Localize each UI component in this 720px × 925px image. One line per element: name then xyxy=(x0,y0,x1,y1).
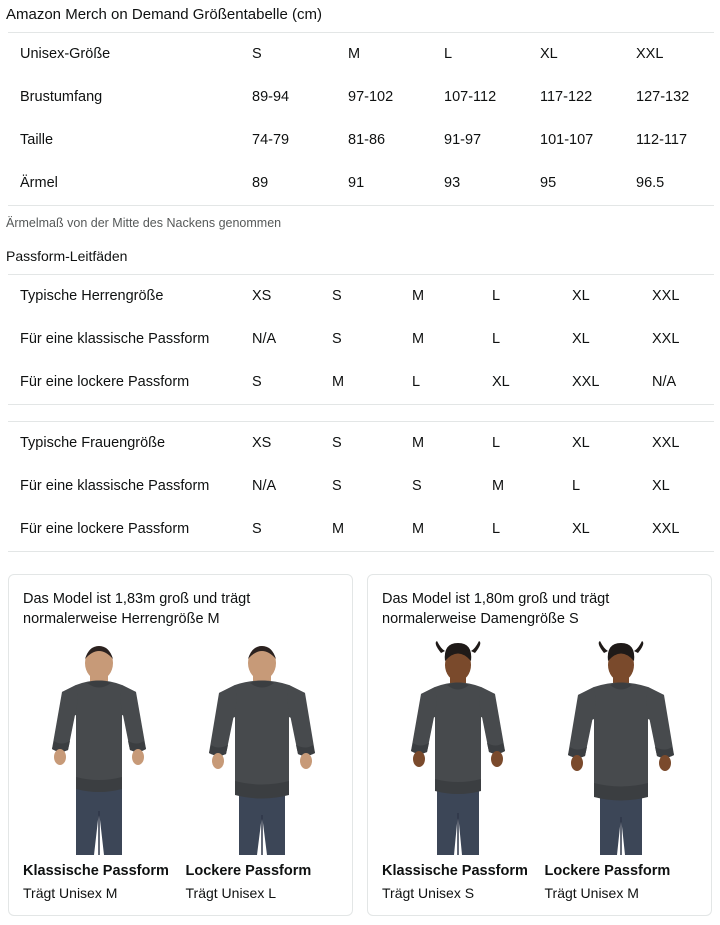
table-gap xyxy=(0,405,720,419)
cell: L xyxy=(480,422,560,466)
female-model-relaxed-icon xyxy=(546,639,696,855)
cell: 89 xyxy=(240,162,336,206)
cell: S xyxy=(240,508,320,552)
cell: N/A xyxy=(252,331,277,347)
male-model-classic-icon xyxy=(24,639,174,855)
cell: XS xyxy=(240,422,320,466)
cell: 91 xyxy=(336,162,432,206)
cell: 81-86 xyxy=(348,132,386,148)
card-title: Das Model ist 1,80m groß und trägt normalerweise Damengröße S xyxy=(382,591,610,627)
cell: 93 xyxy=(432,162,528,206)
cell: XL xyxy=(572,331,590,347)
table-row xyxy=(8,465,714,508)
cell: M xyxy=(336,33,432,77)
cell: 95 xyxy=(528,162,624,206)
cell: 112-117 xyxy=(636,132,688,148)
cell: S xyxy=(320,422,400,466)
cell: 89-94 xyxy=(252,89,290,105)
cell: XL xyxy=(560,508,640,552)
row-label: Für eine lockere Passform xyxy=(8,361,240,405)
measurement-table xyxy=(8,32,714,206)
table-row xyxy=(8,275,714,319)
model-texts xyxy=(382,863,535,901)
row-label: Für eine klassische Passform xyxy=(20,331,210,347)
cell: XS xyxy=(240,275,320,319)
table-row xyxy=(8,318,714,361)
cell: XL xyxy=(652,478,670,494)
cell: S xyxy=(332,478,342,494)
cell: L xyxy=(480,508,560,552)
mens-fit-table xyxy=(8,274,714,405)
cell: XXL xyxy=(640,508,714,552)
cell: XXL xyxy=(640,422,714,466)
cell: 101-107 xyxy=(540,132,594,148)
fit-label: Lockere Passform xyxy=(185,863,312,879)
fit-wears: Trägt Unisex M xyxy=(23,885,118,901)
model-texts xyxy=(186,863,339,901)
womens-fit-table xyxy=(8,421,714,552)
row-label: Für eine lockere Passform xyxy=(8,508,240,552)
page-title: Amazon Merch on Demand Größentabelle (cm) xyxy=(6,6,322,23)
cell: L xyxy=(432,33,528,77)
sleeve-note: Ärmelmaß von der Mitte des Nackens genommen xyxy=(6,216,282,230)
table-row xyxy=(8,508,714,552)
cell: M xyxy=(320,508,400,552)
cell: 97-102 xyxy=(348,89,394,105)
model-texts xyxy=(545,863,698,901)
cell: L xyxy=(400,361,480,405)
cell: 74-79 xyxy=(252,132,290,148)
fit-wears: Trägt Unisex S xyxy=(382,885,475,901)
model-figure-relaxed xyxy=(545,639,698,901)
cell: S xyxy=(240,33,336,77)
table-row xyxy=(8,361,714,405)
cell: XL xyxy=(480,361,560,405)
fit-label: Klassische Passform xyxy=(382,863,528,879)
table-row xyxy=(8,422,714,466)
row-label: Unisex-Größe xyxy=(8,33,240,77)
cell: S xyxy=(332,331,342,347)
row-label: Typische Frauengröße xyxy=(8,422,240,466)
cell: N/A xyxy=(640,361,714,405)
model-cards xyxy=(0,552,720,916)
table-row xyxy=(8,76,714,119)
table-row xyxy=(8,119,714,162)
fit-wears: Trägt Unisex L xyxy=(185,885,277,901)
row-label: Typische Herrengröße xyxy=(8,275,240,319)
cell: S xyxy=(412,478,422,494)
sweatshirt-illustration-female-relaxed xyxy=(545,639,698,855)
model-card-mens xyxy=(8,574,353,916)
cell: XL xyxy=(528,33,624,77)
sweatshirt-illustration-male-relaxed xyxy=(186,639,339,855)
model-figure-classic xyxy=(23,639,176,901)
fit-label: Lockere Passform xyxy=(544,863,671,879)
cell: M xyxy=(400,422,480,466)
row-label: Für eine klassische Passform xyxy=(20,478,210,494)
model-card-womens xyxy=(367,574,712,916)
cell: M xyxy=(492,478,505,494)
row-label: Brustumfang xyxy=(20,89,103,105)
table-row xyxy=(8,162,714,206)
cell: N/A xyxy=(252,478,277,494)
row-label: Ärmel xyxy=(8,162,240,206)
card-title: Das Model ist 1,83m groß und trägt normalerweise Herrengröße M xyxy=(23,591,251,627)
male-model-relaxed-icon xyxy=(187,639,337,855)
cell: M xyxy=(400,508,480,552)
fit-guides-heading: Passform-Leitfäden xyxy=(6,248,128,264)
cell: XL xyxy=(560,422,640,466)
sweatshirt-illustration-female-classic xyxy=(382,639,535,855)
cell: M xyxy=(412,331,425,347)
cell: XXL xyxy=(652,331,680,347)
fit-label: Klassische Passform xyxy=(23,863,169,879)
cell: XXL xyxy=(640,275,714,319)
fit-wears: Trägt Unisex M xyxy=(544,885,639,901)
cell: 117-122 xyxy=(540,89,593,105)
sweatshirt-illustration-male-classic xyxy=(23,639,176,855)
model-figure-classic xyxy=(382,639,535,901)
cell: M xyxy=(400,275,480,319)
cell: XL xyxy=(560,275,640,319)
cell: S xyxy=(240,361,320,405)
model-texts xyxy=(23,863,176,901)
cell: XXL xyxy=(624,33,714,77)
model-figure-relaxed xyxy=(186,639,339,901)
cell: M xyxy=(320,361,400,405)
table-row xyxy=(8,33,714,77)
cell: XXL xyxy=(560,361,640,405)
cell: 107-112 xyxy=(444,89,497,105)
cell: 127-132 xyxy=(636,89,690,105)
cell: L xyxy=(572,478,581,494)
cell: L xyxy=(492,331,501,347)
cell: 91-97 xyxy=(444,132,482,148)
cell: S xyxy=(320,275,400,319)
cell: L xyxy=(480,275,560,319)
female-model-classic-icon xyxy=(383,639,533,855)
row-label: Taille xyxy=(20,132,54,148)
cell: 96.5 xyxy=(624,162,714,206)
